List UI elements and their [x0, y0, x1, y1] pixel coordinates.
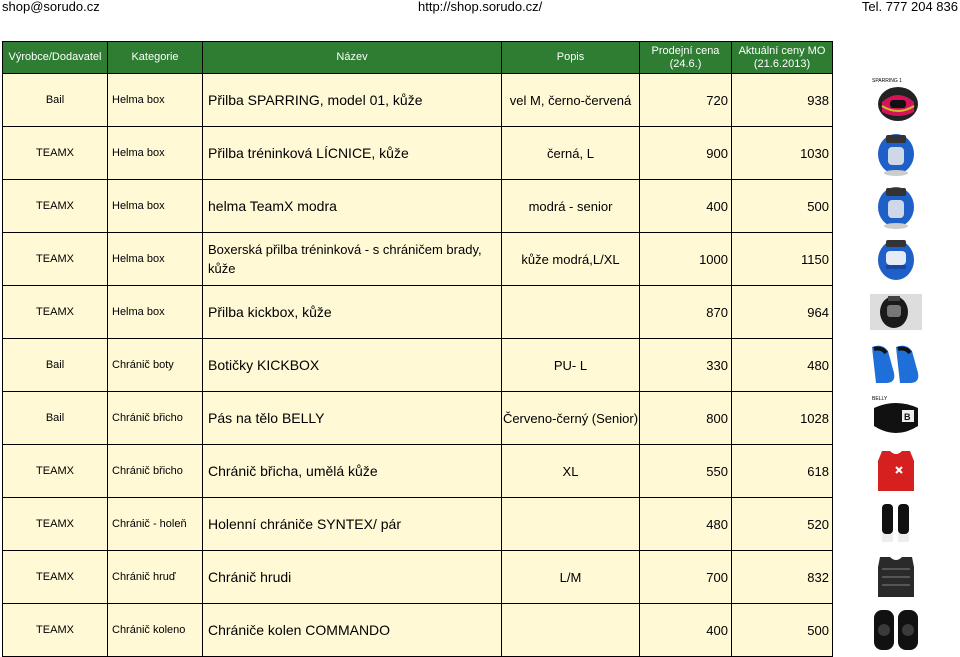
column-header-description: Popis: [502, 42, 640, 74]
current-price-cell: 938: [732, 74, 833, 127]
table-row: [3, 604, 959, 657]
product-image-cell: [833, 551, 959, 604]
product-name-cell: Holenní chrániče SYNTEX/ pár: [203, 498, 502, 551]
description-cell: Červeno-černý (Senior): [502, 392, 640, 445]
category-cell: Chránič - holeň: [108, 498, 203, 551]
category-cell: Helma box: [108, 180, 203, 233]
product-name-cell: Chránič hrudi: [203, 551, 502, 604]
sale-price-cell: 900: [640, 127, 732, 180]
product-name-cell: Přilba tréninková LÍCNICE, kůže: [203, 127, 502, 180]
image-label-text: SPARRING 1: [871, 78, 902, 84]
supplier-cell: Bail: [3, 392, 108, 445]
column-header-current-price: Aktuální ceny MO (21.6.2013): [732, 42, 833, 74]
product-image-cell: [833, 445, 959, 498]
product-name-cell: Přilba kickbox, kůže: [203, 286, 502, 339]
description-cell: kůže modrá,L/XL: [502, 233, 640, 286]
category-cell: Chránič koleno: [108, 604, 203, 657]
supplier-cell: TEAMX: [3, 445, 108, 498]
description-cell: černá, L: [502, 127, 640, 180]
supplier-cell: TEAMX: [3, 604, 108, 657]
sale-price-cell: 870: [640, 286, 732, 339]
table-row: [3, 127, 959, 180]
column-header-category: Kategorie: [108, 42, 203, 74]
product-name-cell: Přilba SPARRING, model 01, kůže: [203, 74, 502, 127]
table-header-row: [3, 42, 959, 74]
column-header-name: Název: [203, 42, 502, 74]
knee-pads-image: [868, 606, 924, 654]
supplier-cell: Bail: [3, 339, 108, 392]
sale-price-cell: 1000: [640, 233, 732, 286]
product-name-cell: Chrániče kolen COMMANDO: [203, 604, 502, 657]
kickbox-boots-image: [868, 341, 924, 389]
description-cell: [502, 286, 640, 339]
supplier-cell: TEAMX: [3, 286, 108, 339]
current-price-cell: 1150: [732, 233, 833, 286]
shin-guards-image: [868, 500, 924, 548]
product-image-cell: [833, 233, 959, 286]
sale-price-cell: 480: [640, 498, 732, 551]
current-price-cell: 1028: [732, 392, 833, 445]
supplier-cell: TEAMX: [3, 180, 108, 233]
product-image-cell: [833, 180, 959, 233]
blue-face-helmet-image: [868, 235, 924, 283]
table-row: [3, 74, 959, 127]
category-cell: Helma box: [108, 286, 203, 339]
table-row: [3, 286, 959, 339]
product-image-cell: [833, 74, 959, 127]
table-row: [3, 551, 959, 604]
category-cell: Chránič břicho: [108, 445, 203, 498]
black-chest-vest-image: [868, 553, 924, 601]
sale-price-cell: 800: [640, 392, 732, 445]
column-header-supplier: Výrobce/Dodavatel: [3, 42, 108, 74]
description-cell: PU- L: [502, 339, 640, 392]
blue-helmet-image: [868, 129, 924, 177]
svg-text:B: B: [903, 412, 910, 422]
sale-price-cell: 700: [640, 551, 732, 604]
description-cell: [502, 498, 640, 551]
black-helmet-image: [868, 288, 924, 336]
supplier-cell: TEAMX: [3, 233, 108, 286]
current-price-cell: 480: [732, 339, 833, 392]
category-cell: Chránič boty: [108, 339, 203, 392]
description-cell: modrá - senior: [502, 180, 640, 233]
description-cell: XL: [502, 445, 640, 498]
page-header: [0, 0, 960, 14]
description-cell: [502, 604, 640, 657]
current-price-cell: 618: [732, 445, 833, 498]
description-cell: vel M, černo-červená: [502, 74, 640, 127]
table-row: [3, 445, 959, 498]
current-price-cell: 832: [732, 551, 833, 604]
table-row: [3, 392, 959, 445]
current-price-cell: 1030: [732, 127, 833, 180]
category-cell: Helma box: [108, 74, 203, 127]
table-row: [3, 180, 959, 233]
current-price-cell: 964: [732, 286, 833, 339]
sale-price-cell: 400: [640, 180, 732, 233]
product-name-cell: Botičky KICKBOX: [203, 339, 502, 392]
sale-price-cell: 400: [640, 604, 732, 657]
table-row: [3, 233, 959, 286]
table-row: [3, 498, 959, 551]
description-cell: L/M: [502, 551, 640, 604]
current-price-cell: 500: [732, 180, 833, 233]
category-cell: Helma box: [108, 127, 203, 180]
column-header-sale-price: Prodejní cena (24.6.): [640, 42, 732, 74]
product-image-cell: [833, 127, 959, 180]
category-cell: Chránič břicho: [108, 392, 203, 445]
product-image-cell: [833, 286, 959, 339]
shop-url-text[interactable]: http://shop.sorudo.cz/: [418, 0, 543, 14]
category-cell: Helma box: [108, 233, 203, 286]
product-name-cell: Pás na tělo BELLY: [203, 392, 502, 445]
supplier-cell: TEAMX: [3, 551, 108, 604]
product-image-cell: [833, 498, 959, 551]
sale-price-cell: 330: [640, 339, 732, 392]
supplier-cell: TEAMX: [3, 498, 108, 551]
sale-price-cell: 720: [640, 74, 732, 127]
product-name-cell: helma TeamX modra: [203, 180, 502, 233]
column-header-image: [833, 42, 959, 74]
table-row: [3, 339, 959, 392]
product-name-cell: Boxerská přilba tréninková - s chráničem brady, kůže: [203, 233, 502, 286]
price-table: [2, 41, 959, 657]
product-image-cell: [833, 604, 959, 657]
current-price-cell: 500: [732, 604, 833, 657]
image-label-text: BELLY: [871, 396, 887, 402]
category-cell: Chránič hruď: [108, 551, 203, 604]
supplier-cell: Bail: [3, 74, 108, 127]
product-image-cell: [833, 339, 959, 392]
red-helmet-image: [868, 76, 924, 124]
phone-text: Tel. 777 204 836: [861, 0, 958, 14]
current-price-cell: 520: [732, 498, 833, 551]
red-vest-image: [868, 447, 924, 495]
supplier-cell: TEAMX: [3, 127, 108, 180]
product-name-cell: Chránič břicha, umělá kůže: [203, 445, 502, 498]
product-image-cell: [833, 392, 959, 445]
email-text[interactable]: shop@sorudo.cz: [2, 0, 100, 14]
sale-price-cell: 550: [640, 445, 732, 498]
belly-protector-image: [868, 394, 924, 442]
blue-helmet-image: [868, 182, 924, 230]
